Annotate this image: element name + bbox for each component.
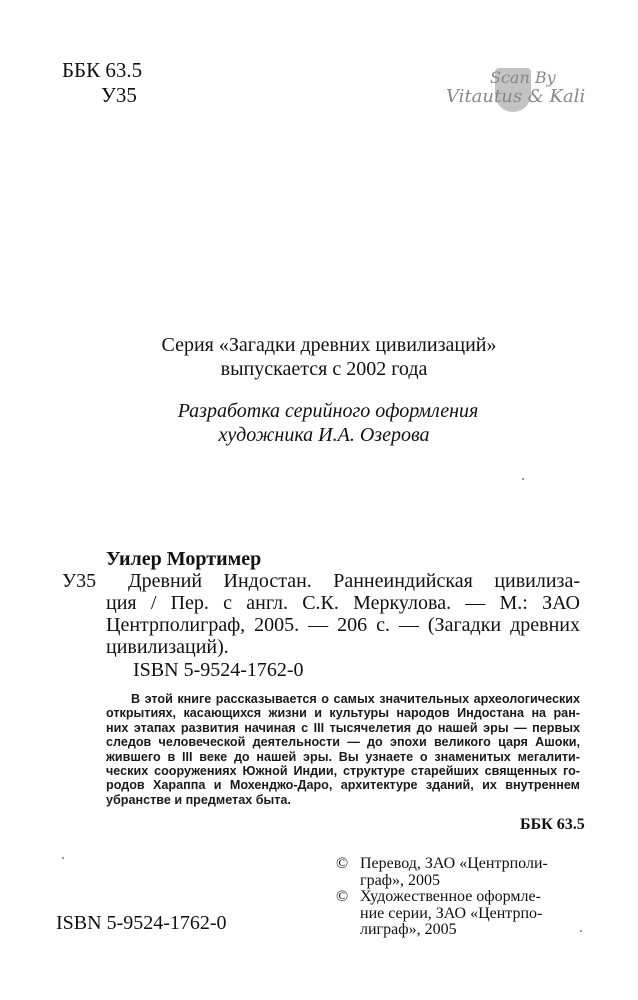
- biblio-line: цивилизаций).: [106, 636, 229, 658]
- biblio-line: Центрполиграф, 2005. — 206 с. — (Загадки древних: [106, 614, 580, 636]
- scan-speck: [522, 478, 524, 480]
- book-abstract: [106, 692, 580, 807]
- copyright-block: [336, 856, 581, 939]
- catalog-call-number: У35: [62, 570, 97, 592]
- biblio-line: Древний Индостан. Раннеиндийская цивилиза-: [128, 570, 580, 592]
- author-mark-top: У35: [101, 83, 137, 107]
- isbn-bottom: ISBN 5-9524-1762-0: [56, 912, 227, 934]
- series-since: выпускается с 2002 года: [220, 358, 428, 380]
- design-credit-line-2: художника И.А. Озерова: [218, 424, 430, 446]
- abstract-line: ческих сооружениях Южной Индии, структуре старейших священных го-: [106, 764, 580, 779]
- copyright-design: © Художественное оформле- ние серии, ЗАО «Центрпо- лиграф», 2005: [336, 888, 543, 938]
- abstract-line: родов Хараппа и Мохенджо-Даро, архитектуре зданий, их внутреннем: [106, 778, 580, 793]
- bbk-code-top: ББК 63.5: [62, 58, 143, 82]
- watermark-line-2: Vitautus & Kali: [446, 86, 586, 107]
- copyright-icon: ©: [336, 888, 349, 905]
- watermark-line-1: Scan By: [490, 68, 556, 87]
- abstract-line: В этой книге рассказывается о самых значительных археологических: [131, 692, 580, 706]
- abstract-line: жившего в III веке до нашей эры. Вы узнаете о знаменитых мегалити-: [106, 749, 580, 764]
- copyright-translation: © Перевод, ЗАО «Центрполи- граф», 2005: [336, 855, 548, 889]
- catalog-isbn: ISBN 5-9524-1762-0: [133, 659, 304, 681]
- abstract-line: них этапах развития начиная с III тысячелетия до нашей эры — первых: [106, 720, 580, 735]
- catalog-author: Уилер Мортимер: [106, 548, 262, 570]
- scan-speck: [62, 857, 64, 859]
- abstract-line: убранстве и предметах быта.: [106, 792, 291, 807]
- copyright-icon: ©: [336, 855, 349, 872]
- bibliographic-description: [106, 570, 580, 658]
- biblio-line: ция / Пер. с англ. С.К. Меркулова. — М.: ЗАО: [106, 592, 580, 614]
- abstract-line: открытиях, касающихся жизни и культуры народов Индостана на ран-: [106, 706, 580, 721]
- scan-watermark-logo: [440, 64, 590, 120]
- bbk-code-bottom: ББК 63.5: [520, 816, 585, 833]
- series-title: Серия «Загадки древних цивилизаций»: [161, 334, 497, 356]
- design-credit-line-1: Разработка серийного оформления: [177, 400, 479, 422]
- abstract-line: следов человеческой деятельности — до эпохи великого царя Ашоки,: [106, 735, 580, 750]
